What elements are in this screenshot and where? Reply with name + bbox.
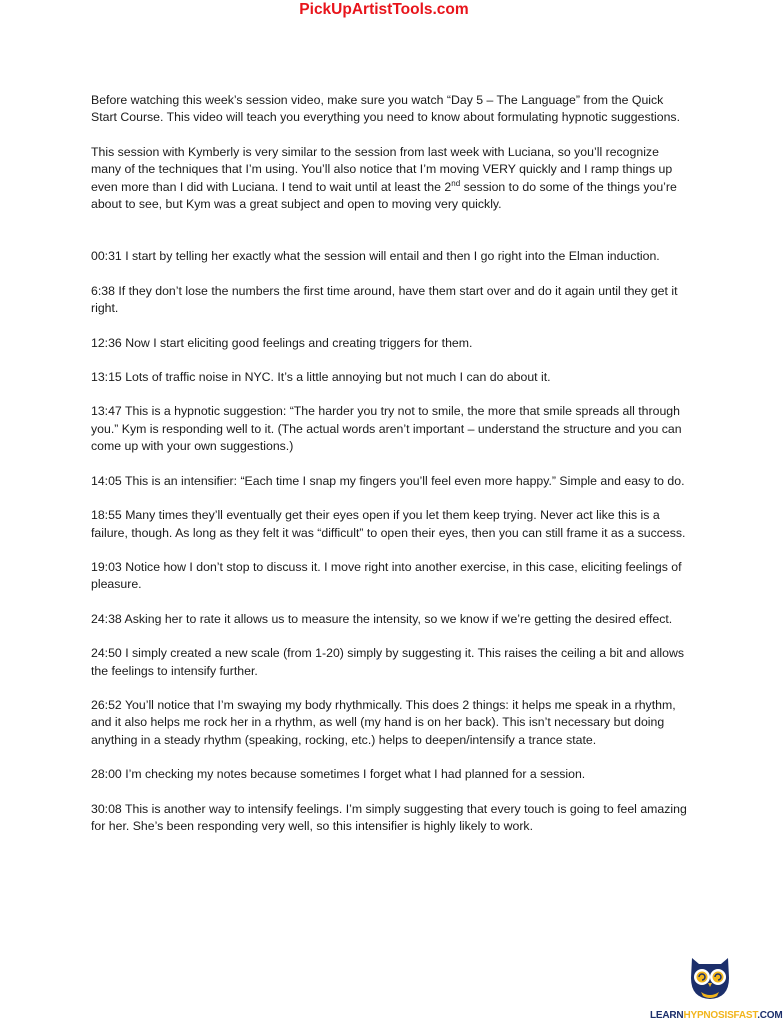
note-14-05: 14:05 This is an intensifier: “Each time I snap my fingers you’ll feel even more happy.” Simple and easy to do. [91, 473, 685, 488]
note-26-52: 26:52 You’ll notice that I’m swaying my body rhythmically. This does 2 things: it helps me speak in a rhythm, and it also helps me rock her in a rhythm, as well (my hand is on her back). This isn’t necessary but doing anything in a steady rhythm (speaking, rocking, etc.) helps to deepen/intensify a trance state. [91, 697, 676, 747]
logo-wordmark-learn: LEARN [650, 1010, 684, 1021]
owl-icon [687, 952, 733, 1000]
note-6-38: 6:38 If they don’t lose the numbers the first time around, have them start over and do it again until they get it right. [91, 283, 678, 316]
logo-wordmark-com: .COM [757, 1010, 783, 1021]
note-28-00: 28:00 I’m checking my notes because sometimes I forget what I had planned for a session. [91, 767, 586, 782]
logo-wordmark-hypnosisfast: HYPNOSISFAST [683, 1010, 758, 1021]
intro-paragraph-2-text-a: This session with Kymberly is very similar to the session from last week with Luciana, so you’ll recognize many of the techniques that I’m using. You’ll also notice that I’m moving VERY quickly and I ramp things up even more than I did with Luciana. I tend to wait until at least the 2 [91, 144, 673, 194]
note-12-36: 12:36 Now I start eliciting good feelings and creating triggers for them. [91, 335, 473, 350]
footer-logo [650, 952, 783, 1024]
ordinal-suffix: nd [451, 178, 461, 188]
note-18-55: 18:55 Many times they’ll eventually get their eyes open if you let them keep trying. Never act like this is a failure, though. As long as they felt it was “difficult” to open their eyes, then you can still frame it as a success. [91, 508, 686, 540]
note-13-15: 13:15 Lots of traffic noise in NYC. It’s a little annoying but not much I can do about it. [91, 370, 551, 385]
intro-paragraph-2 [91, 144, 689, 214]
watermark-text: PickUpArtistTools.com [299, 1, 469, 18]
note-24-50: 24:50 I simply created a new scale (from 1-20) simply by suggesting it. This raises the ceiling a bit and allows the feelings to intensify further. [91, 646, 685, 678]
note-19-03: 19:03 Notice how I don’t stop to discuss it. I move right into another exercise, in this case, eliciting feelings of pleasure. [91, 559, 682, 592]
note-13-47: 13:47 This is a hypnotic suggestion: “The harder you try not to smile, the more that smile spreads all through you.” Kym is responding well to it. (The actual words aren’t important – understand the structure and you can come up with your own suggestions.) [91, 404, 682, 454]
document-body [91, 92, 689, 835]
intro-paragraph-2-text-b: session to do some of the things you’re about to see, but Kym was a great subject and open to moving very quickly. [91, 179, 677, 212]
intro-paragraph-1: Before watching this week’s session video, make sure you watch “Day 5 – The Language” from the Quick Start Course. This video will teach you everything you need to know about formulating hypnotic suggestions. [91, 93, 680, 125]
note-00-31: 00:31 I start by telling her exactly what the session will entail and then I go right into the Elman induction. [91, 249, 660, 264]
logo-wordmark [650, 1010, 783, 1021]
note-30-08: 30:08 This is another way to intensify feelings. I’m simply suggesting that every touch is going to feel amazing for her. She’s been responding very well, so this intensifier is highly likely to work. [91, 801, 687, 833]
note-24-38: 24:38 Asking her to rate it allows us to measure the intensity, so we know if we’re getting the desired effect. [91, 611, 673, 626]
